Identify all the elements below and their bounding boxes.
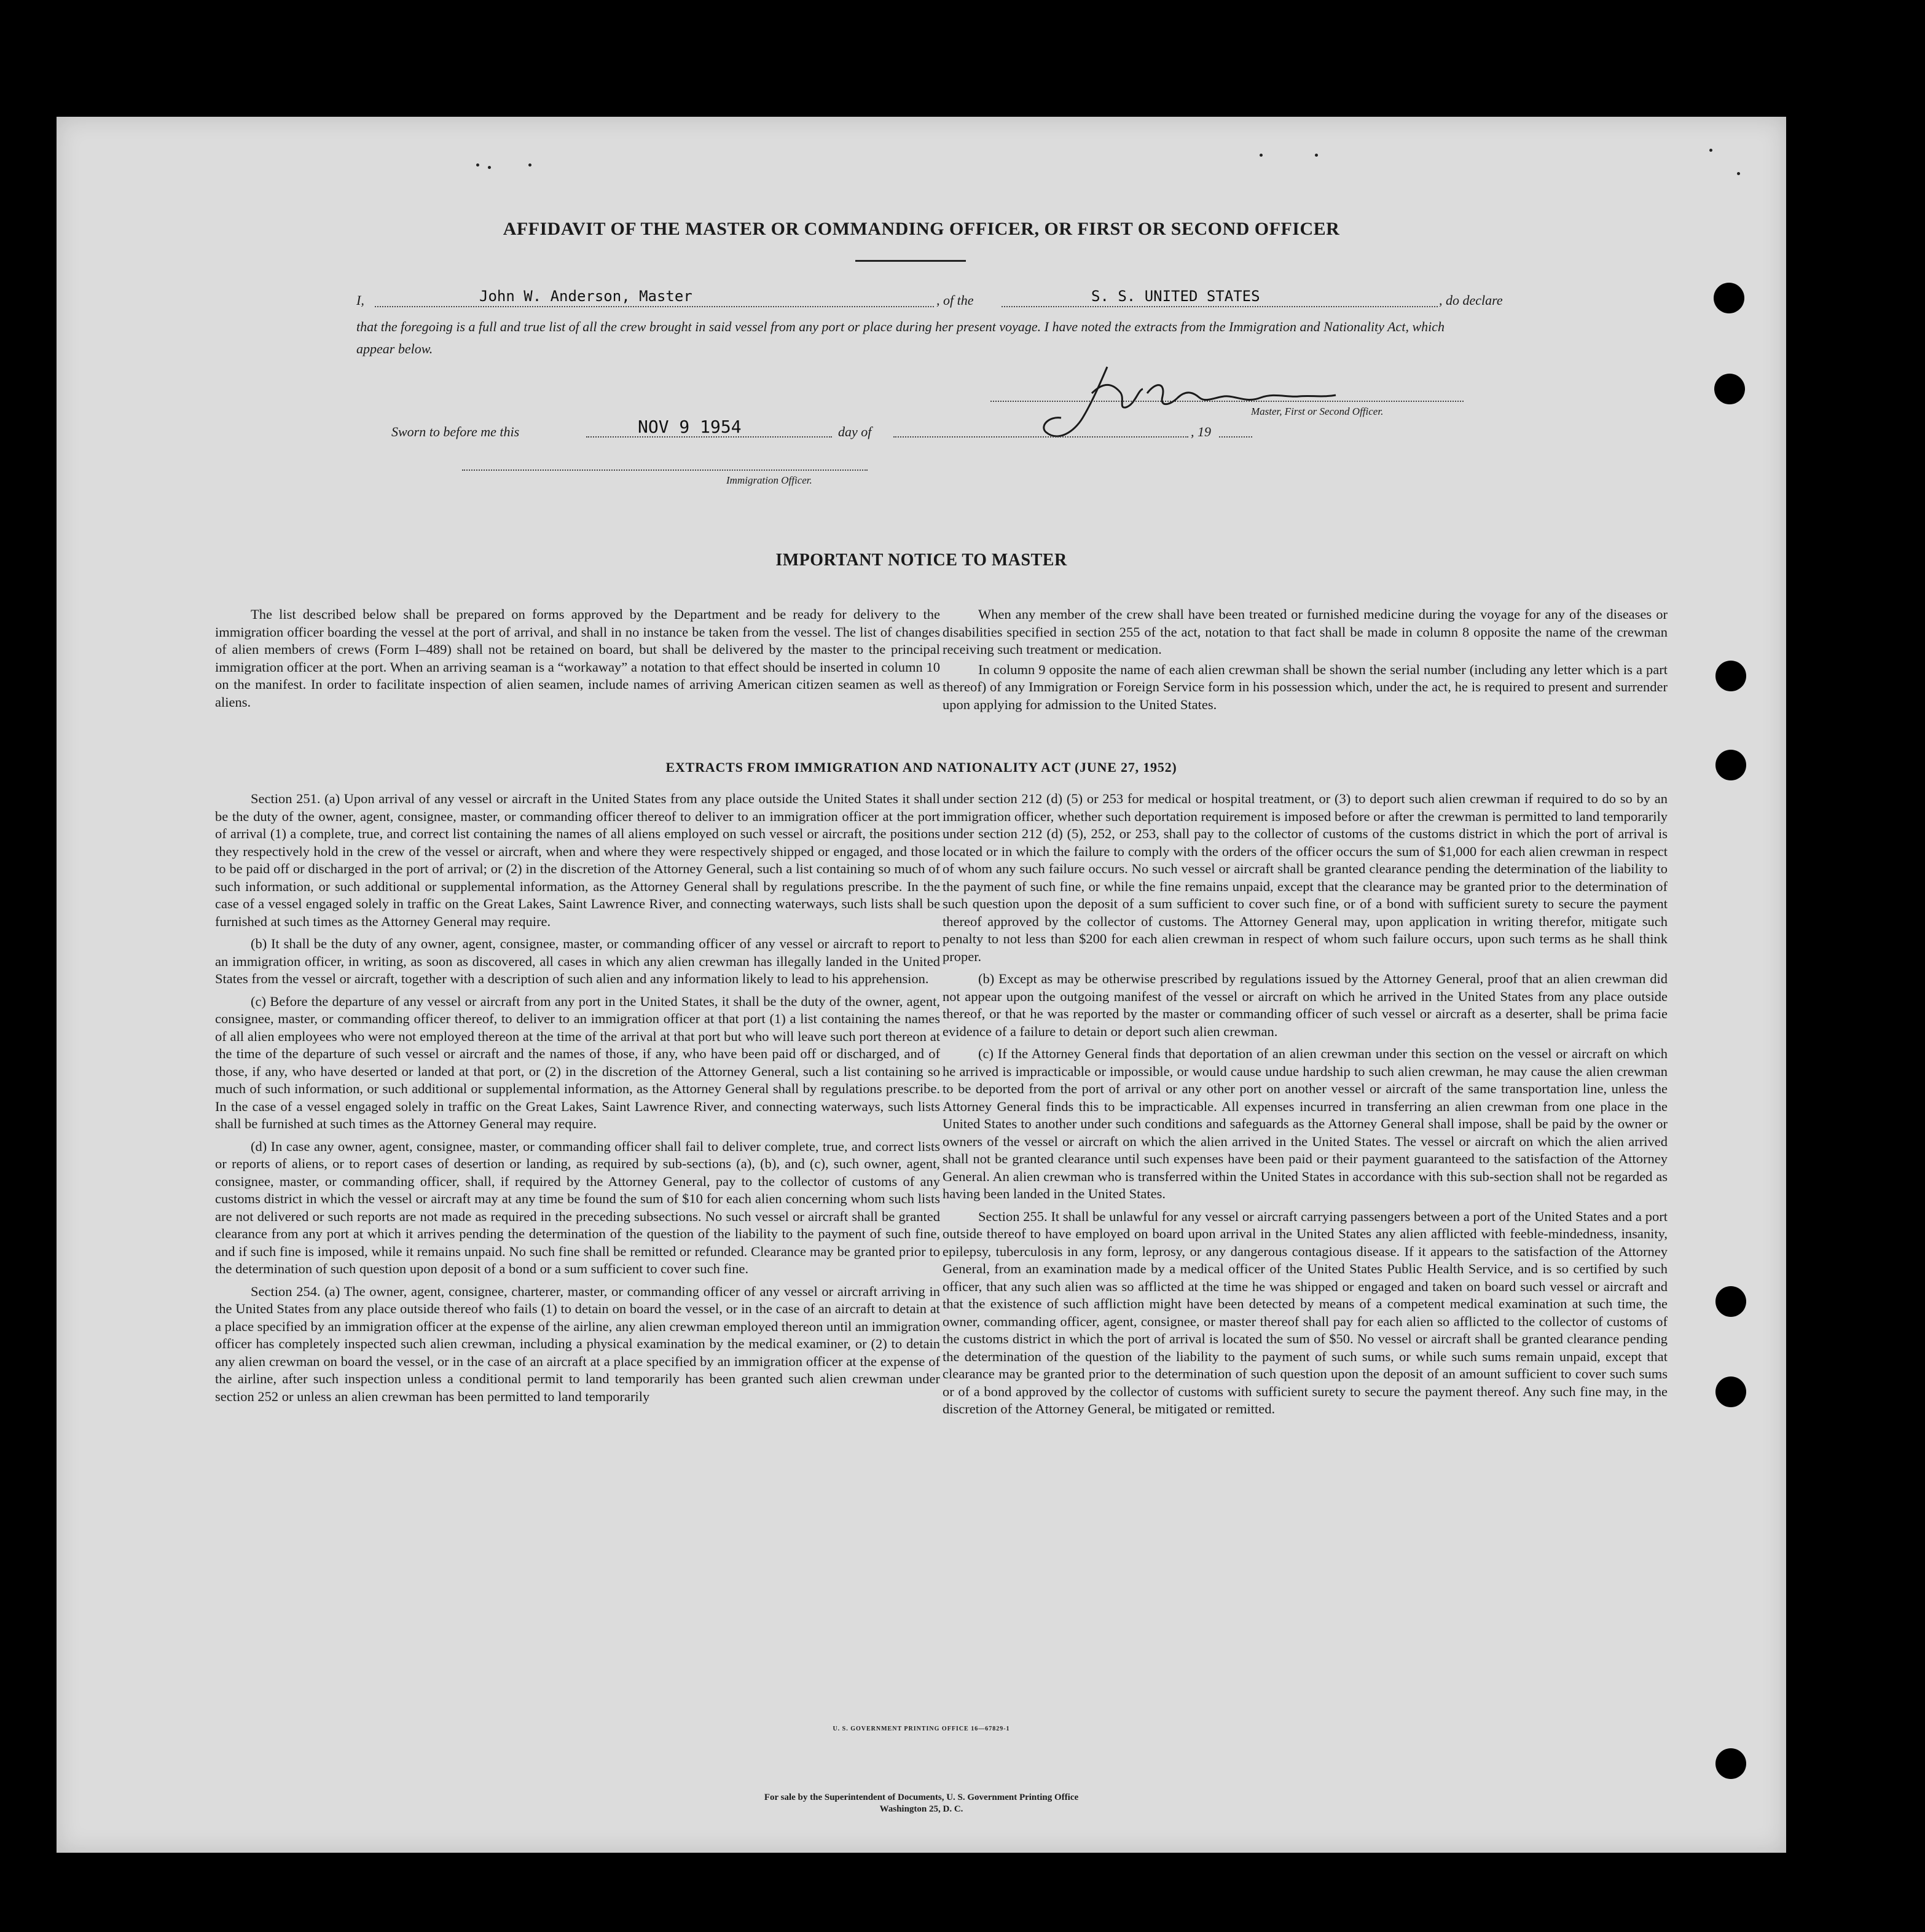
punch-hole — [1714, 283, 1744, 313]
notice-left-paragraph: The list described below shall be prepared on forms approved by the Department and be ready for delivery to the immigration officer boarding the vessel at the port of arrival, and shall in no instance be taken from the vessel. The list of changes of alien members of crews (Form I–489) shall not be retained on board, but shall be delivered by the master to the principal immigration officer at the port. When an arriving seaman is a “workaway” a notation to that effect should be inserted in column 10 on the manifest. In order to facilitate inspection of alien seamen, include names of arriving American citizen seamen as well as aliens. — [215, 607, 940, 710]
day-of-label: day of — [838, 424, 872, 439]
section-255: Section 255. It shall be unlawful for any vessel or aircraft carrying passengers between a port of the United States and a port outside thereof to have employed on board upon arrival in the United States any alien afflicted with feeble-mindedness, insanity, epilepsy, tuberculosis in any form, leprosy, or any dangerous contagious disease. If it appears to the satisfaction of the Attorney General, from an examination made by a medical officer of the United States Public Health Service, and is so certified by such officer, that any such alien was so afflicted at the time he was shipped or engaged and taken on board such vessel or aircraft and that the existence of such affliction might have been detected by means of a competent medical examination at such time, the owner, commanding officer, agent, consignee, or master thereof shall pay for each alien so afflicted to the collector of customs of the customs district in which the port of arrival is located the sum of $50. No vessel or aircraft shall be granted clearance pending the determination of the question of the liability to the payment of such sums, or while such sums remain unpaid, except that clearance may be granted prior to the determination of such question upon the deposit of an amount sufficient to cover such sums or of a bond approved by the collector of customs with sufficient surety to secure the payment thereof. Any such fine may, in the discretion of the Attorney General, be mitigated or remitted. — [943, 1208, 1668, 1416]
section-254c: (c) If the Attorney General finds that deportation of an alien crewman under this section on the vessel or aircraft on which he arrived is impracticable or impossible, or would cause undue hardship to such alien crewman, he may cause the alien crewman to be deported from the port of arrival or any other port on another vessel or aircraft of the same transportation line, unless the Attorney General finds this to be impracticable. All expenses incurred in transferring an alien crewman from one place in the United States to another under such conditions and safeguards as the Attorney General shall impose, shall be paid by the owner or owners of the vessel or aircraft on which the alien arrived in the United States. The vessel or aircraft on which the alien arrived shall not be granted clearance until such expenses have been paid or their payment guaranteed to the satisfaction of the Attorney General. An alien crewman who is transferred within the United States in accordance with this sub-section shall not be regarded as having been landed in the United States. — [943, 1046, 1668, 1201]
section-254a-continued: under section 212 (d) (5) or 253 for medical or hospital treatment, or (3) to deport such alien crewman if required to do so by an immigration officer, whether such deportation requirement is imposed before or after the crewman is permitted to land temporarily under section 212 (d) (5), 252, or 253, shall pay to the collector of customs of the customs district in which the port of arrival is located or in which the failure to comply with the orders of the officer occurs the sum of $1,000 for each alien crewman in respect of whom any such failure occurs. No such vessel or aircraft shall be granted clearance pending the determination of the liability to the payment of such fine, or while the fine remains unpaid, except that the clearance may be granted prior to the determination of such question upon the deposit of a sum sufficient to cover such fine, or of a bond with sufficient surety to secure the payment thereof approved by the collector of customs. The Attorney General may, upon application in writing therefor, mitigate such penalty to not less than $200 for each alien crewman in respect of whom such failure occurs, upon such terms as he shall think proper. — [943, 791, 1668, 964]
section-254a: Section 254. (a) The owner, agent, consignee, charterer, master, or commanding officer of any vessel or aircraft arriving in the United States from any place outside thereof who fails (1) to detain on board the vessel, or in the case of an aircraft to detain at a place specified by an immigration officer at the expense of the airline, any alien crewman employed thereon until an immigration officer has completely inspected such alien crewman, including a physical examination by the medical examiner, or (2) to detain any alien crewman on board the vessel, or in the case of an aircraft at a place specified by an immigration officer at the expense of the airline, after such inspection unless a conditional permit to land temporarily has been granted such alien crewman under section 252 or unless an alien crewman has been permitted to land temporarily — [215, 1283, 940, 1404]
notice-title: IMPORTANT NOTICE TO MASTER — [775, 551, 1067, 570]
speck — [1709, 149, 1712, 152]
name-blank — [375, 306, 934, 307]
section-251c: (c) Before the departure of any vessel or aircraft from any port in the United States, it shall be the duty of the owner, agent, consignee, master, or commanding officer thereof, to deliver to an immigration officer at that port (1) a list containing the names of all alien employees who were not employed thereon at the time of the arrival at that port but who will leave such port thereon at the time of the departure of such vessel or aircraft and the names of those, if any, who have been paid off or discharged, and of those, if any, who have deserted or landed at that port, or (2) in the discretion of the Attorney General, such a list containing so much of such information, or such additional or supplemental information, as the Attorney General shall by regulations prescribe. In the case of a vessel engaged solely in traffic on the Great Lakes, Saint Lawrence River, and connecting waterways, such lists shall be furnished at such times as the Attorney General may require. — [215, 993, 940, 1131]
year-blank — [1219, 436, 1252, 438]
punch-hole — [1715, 661, 1746, 691]
sale-notice-line-1: For sale by the Superintendent of Documents, U. S. Government Printing Office — [764, 1793, 1079, 1802]
notice-right-paragraph-2: In column 9 opposite the name of each alien crewman shall be shown the serial number (including any letter which is a part thereof) of any Immigration or Foreign Service form in his possession which, under the act, he is required to present and surrender upon applying for admission to the United States. — [943, 661, 1668, 712]
notice-left-column — [215, 606, 940, 711]
speck — [488, 166, 491, 169]
sale-notice-line-2: Washington 25, D. C. — [879, 1804, 963, 1814]
section-251d: (d) In case any owner, agent, consignee, master, or commanding officer shall fail to deliver complete, true, and correct lists or reports of aliens, or to report cases of desertion or landing, as required by sub-sections (a), (b), and (c), such owner, agent, consignee, master, or commanding officer, shall, if required by the Attorney General, pay to the collector of customs of any customs district in which the vessel or aircraft may at any time be found the sum of $10 for each alien concerning whom such lists are not delivered or such reports are not made as required in the preceding subsections. No such vessel or aircraft shall be granted clearance from any port at which it arrives pending the determination of the question of the liability to the payment of such fine, and if such fine is imposed, while it remains unpaid. No such fine shall be remitted or refunded. Clearance may be granted prior to the determination of such question upon deposit of a bond or a sum sufficient to cover such fine. — [215, 1138, 940, 1276]
speck — [1315, 154, 1318, 157]
extracts-right-column — [943, 790, 1668, 1418]
section-251b: (b) It shall be the duty of any owner, agent, consignee, master, or commanding officer of any vessel or aircraft to report to an immigration officer, in writing, as soon as discovered, all cases in which any alien crewman has illegally landed in the United States from the vessel or aircraft, together with a description of such alien and any information likely to lead to his apprehension. — [215, 936, 940, 986]
speck — [528, 163, 531, 167]
month-blank — [893, 436, 1188, 438]
vessel-blank — [1002, 306, 1438, 307]
sworn-label: Sworn to before me this — [391, 424, 520, 439]
do-declare-label: , do declare — [1439, 293, 1503, 308]
section-254b: (b) Except as may be otherwise prescribed by regulations issued by the Attorney General, proof that an alien crewman did not appear upon the outgoing manifest of the vessel or aircraft on which he arrived in the United States from any place outside thereof, or that he was reported by the master or commanding officer of such vessel or aircraft as a deserter, shall be prima facie evidence of a failure to detain or deport such alien crewman. — [943, 971, 1668, 1039]
notice-right-paragraph-1: When any member of the crew shall have been treated or furnished medicine during the voyage for any of the diseases or disabilities specified in section 255 of the act, notation to that fact shall be made in column 8 opposite the name of the crewman receiving such treatment or medication. — [943, 607, 1668, 657]
punch-hole — [1714, 374, 1745, 404]
punch-hole — [1715, 1748, 1746, 1779]
sale-notice — [57, 1792, 1786, 1815]
extracts-title: EXTRACTS FROM IMMIGRATION AND NATIONALITY ACT (JUNE 27, 1952) — [665, 760, 1177, 775]
declaration-i-label: I, — [356, 293, 364, 308]
year-suffix: , 19 — [1191, 424, 1211, 439]
of-the-label: , of the — [936, 293, 974, 308]
vessel-name: S. S. UNITED STATES — [1091, 288, 1260, 305]
notice-right-column — [943, 606, 1668, 713]
speck — [476, 163, 479, 167]
punch-hole — [1715, 1286, 1746, 1317]
extracts-left-column — [215, 790, 940, 1405]
gpo-imprint: U. S. GOVERNMENT PRINTING OFFICE 16—67829-1 — [833, 1726, 1010, 1732]
section-251a: Section 251. (a) Upon arrival of any vessel or aircraft in the United States from any place outside the United States it shall be the duty of the owner, agent, consignee, master, or commanding officer thereof to deliver to an immigration officer at the port of arrival (1) a complete, true, and correct list containing the names of all aliens employed on such vessel or aircraft, the positions they respectively hold in the crew of the vessel or aircraft, when and where they were respectively shipped or engaged, and those to be paid off or discharged in the port of arrival; or (2) in the discretion of the Attorney General, such a list containing so much of such information, or such additional or supplemental information, as the Attorney General shall by regulations prescribe. In the case of a vessel engaged solely in traffic on the Great Lakes, Saint Lawrence River, and connecting waterways, such lists shall be furnished at such times as the Attorney General may require. — [215, 791, 940, 929]
immigration-officer-caption: Immigration Officer. — [726, 474, 812, 486]
punch-hole — [1715, 1376, 1746, 1407]
officer-name: John W. Anderson, Master — [479, 288, 692, 305]
declaration-statement: that the foregoing is a full and true list of all the crew brought in said vessel from any port or place during her present voyage. I have noted the extracts from the Immigration and Nationality Act, which appear below. — [356, 319, 1445, 356]
title-divider — [855, 260, 966, 262]
immigration-officer-line — [462, 469, 868, 471]
speck — [1737, 172, 1740, 175]
signature-caption: Master, First or Second Officer. — [1251, 406, 1384, 417]
sworn-date-stamp: NOV 9 1954 — [638, 417, 742, 437]
speck — [1260, 154, 1263, 157]
affidavit-title: AFFIDAVIT OF THE MASTER OR COMMANDING OFFICER, OR FIRST OR SECOND OFFICER — [503, 219, 1340, 239]
document-page — [57, 117, 1786, 1853]
